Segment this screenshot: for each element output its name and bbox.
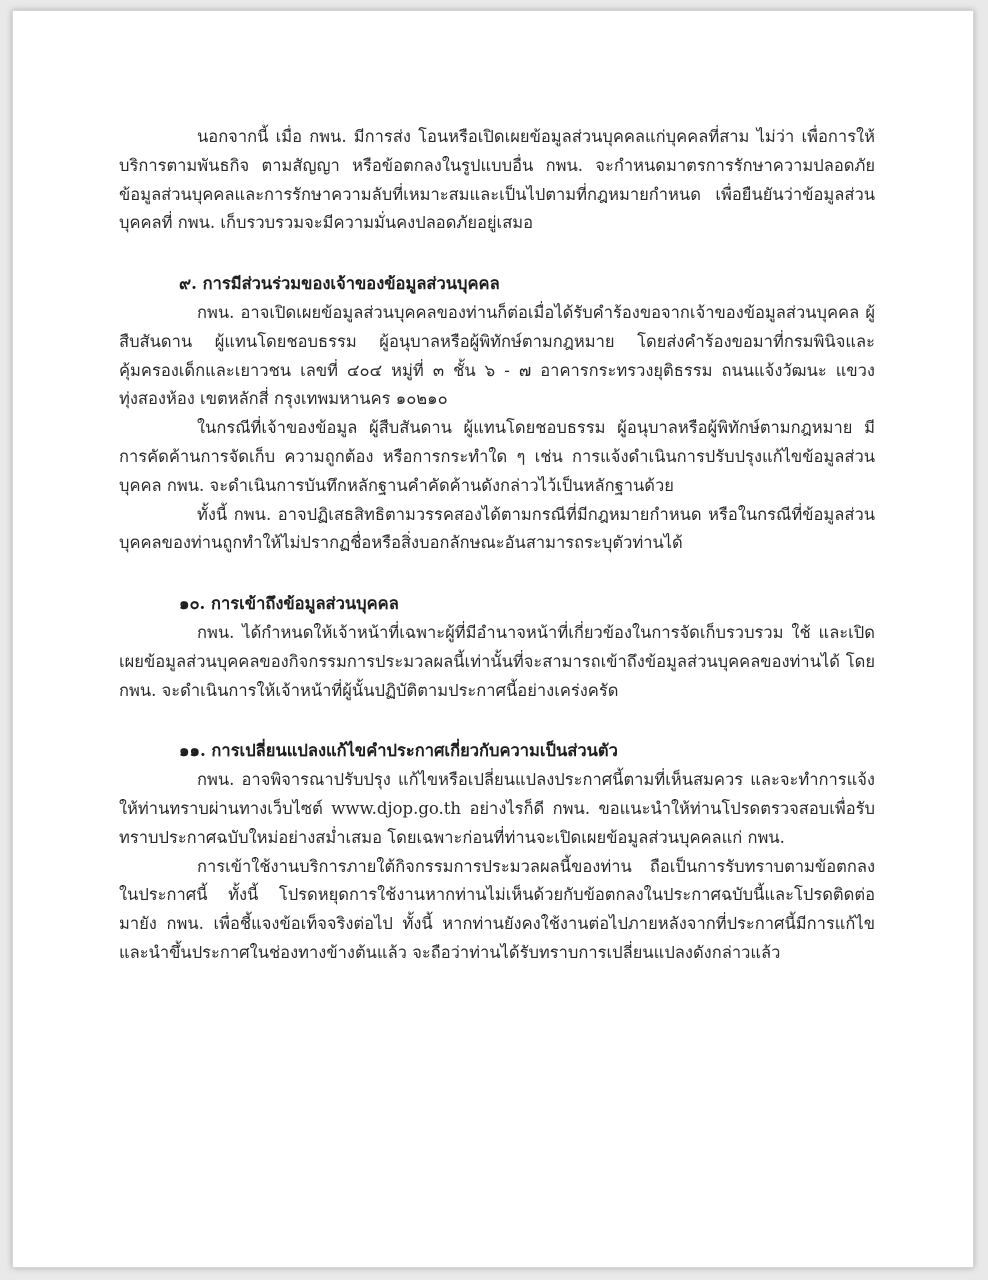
section-11-paragraph-1: กพน. อาจพิจารณาปรับปรุง แก้ไขหรือเปลี่ยนแปลงประกาศนี้ตามที่เห็นสมควร และจะทำการแจ้งให้ท่านทราบผ่านทางเว็บไซต์ www.djop.go.th อย่างไรก็ดี กพน. ขอแนะนำให้ท่านโปรดตรวจสอบเพื่อรับทราบประกาศฉบับใหม่อย่างสม่ำเสมอ โดยเฉพาะก่อนที่ท่านจะเปิดเผยข้อมูลส่วนบุคคลแก่ กพน. <box>119 770 875 847</box>
document-body <box>119 123 875 968</box>
section-9-paragraph-2: ในกรณีที่เจ้าของข้อมูล ผู้สืบสันดาน ผู้แทนโดยชอบธรรม ผู้อนุบาลหรือผู้พิทักษ์ตามกฎหมาย มีการคัดค้านการจัดเก็บ ความถูกต้อง หรือการกระทำใด ๆ เช่น การแจ้งดำเนินการปรับปรุงแก้ไขข้อมูลส่วนบุคคล กพน. จะดำเนินการบันทึกหลักฐานคำคัดค้านดังกล่าวไว้เป็นหลักฐานด้วย <box>119 418 875 495</box>
document-page <box>12 10 974 1268</box>
section-9-paragraph-3: ทั้งนี้ กพน. อาจปฏิเสธสิทธิตามวรรคสองได้ตามกรณีที่มีกฎหมายกำหนด หรือในกรณีที่ข้อมูลส่วนบุคคลของท่านถูกทำให้ไม่ปรากฏชื่อหรือสิ่งบอกลักษณะอันสามารถระบุตัวท่านได้ <box>119 504 875 553</box>
section-11-heading: ๑๑. การเปลี่ยนแปลงแก้ไขคำประกาศเกี่ยวกับความเป็นส่วนตัว <box>179 741 618 761</box>
section-10-paragraph-1: กพน. ได้กำหนดให้เจ้าหน้าที่เฉพาะผู้ที่มีอำนาจหน้าที่เกี่ยวข้องในการจัดเก็บรวบรวม ใช้ และเปิดเผยข้อมูลส่วนบุคคลของกิจกรรมการประมวลผลนี้เท่านั้นที่จะสามารถเข้าถึงข้อมูลส่วนบุคคลของท่านได้ โดย กพน. จะดำเนินการให้เจ้าหน้าที่ผู้นั้นปฏิบัติตามประกาศนี้อย่างเคร่งครัด <box>119 622 875 700</box>
intro-paragraph: นอกจากนี้ เมื่อ กพน. มีการส่ง โอนหรือเปิดเผยข้อมูลส่วนบุคคลแก่บุคคลที่สาม ไม่ว่า เพื่อการให้บริการตามพันธกิจ ตามสัญญา หรือข้อตกลงในรูปแบบอื่น กพน. จะกำหนดมาตรการรักษาความปลอดภัยข้อมูลส่วนบุคคลและการรักษาความลับที่เหมาะสมและเป็นไปตามที่กฎหมายกำหนด เพื่อยืนยันว่าข้อมูลส่วนบุคคลที่ กพน. เก็บรวบรวมจะมีความมั่นคงปลอดภัยอยู่เสมอ <box>119 127 875 233</box>
section-9-paragraph-1: กพน. อาจเปิดเผยข้อมูลส่วนบุคคลของท่านก็ต่อเมื่อได้รับคำร้องขอจากเจ้าของข้อมูลส่วนบุคคล ผู้สืบสันดาน ผู้แทนโดยชอบธรรม ผู้อนุบาลหรือผู้พิทักษ์ตามกฎหมาย โดยส่งคำร้องขอมาที่กรมพินิจและคุ้มครองเด็กและเยาวชน เลขที่ ๔๐๔ หมู่ที่ ๓ ชั้น ๖ - ๗ อาคารกระทรวงยุติธรรม ถนนแจ้งวัฒนะ แขวงทุ่งสองห้อง เขตหลักสี่ กรุงเทพมหานคร ๑๐๒๑๐ <box>119 302 875 409</box>
section-9-heading: ๙. การมีส่วนร่วมของเจ้าของข้อมูลส่วนบุคคล <box>179 274 500 294</box>
section-10-heading: ๑๐. การเข้าถึงข้อมูลส่วนบุคคล <box>179 594 399 614</box>
section-11-paragraph-2: การเข้าใช้งานบริการภายใต้กิจกรรมการประมวลผลนี้ของท่าน ถือเป็นการรับทราบตามข้อตกลงในประกาศนี้ ทั้งนี้ โปรดหยุดการใช้งานหากท่านไม่เห็นด้วยกับข้อตกลงในประกาศฉบับนี้และโปรดติดต่อมายัง กพน. เพื่อชี้แจงข้อเท็จจริงต่อไป ทั้งนี้ หากท่านยังคงใช้งานต่อไปภายหลังจากที่ประกาศนี้มีการแก้ไขและนำขึ้นประกาศในช่องทางข้างต้นแล้ว จะถือว่าท่านได้รับทราบการเปลี่ยนแปลงดังกล่าวแล้ว <box>119 856 875 962</box>
